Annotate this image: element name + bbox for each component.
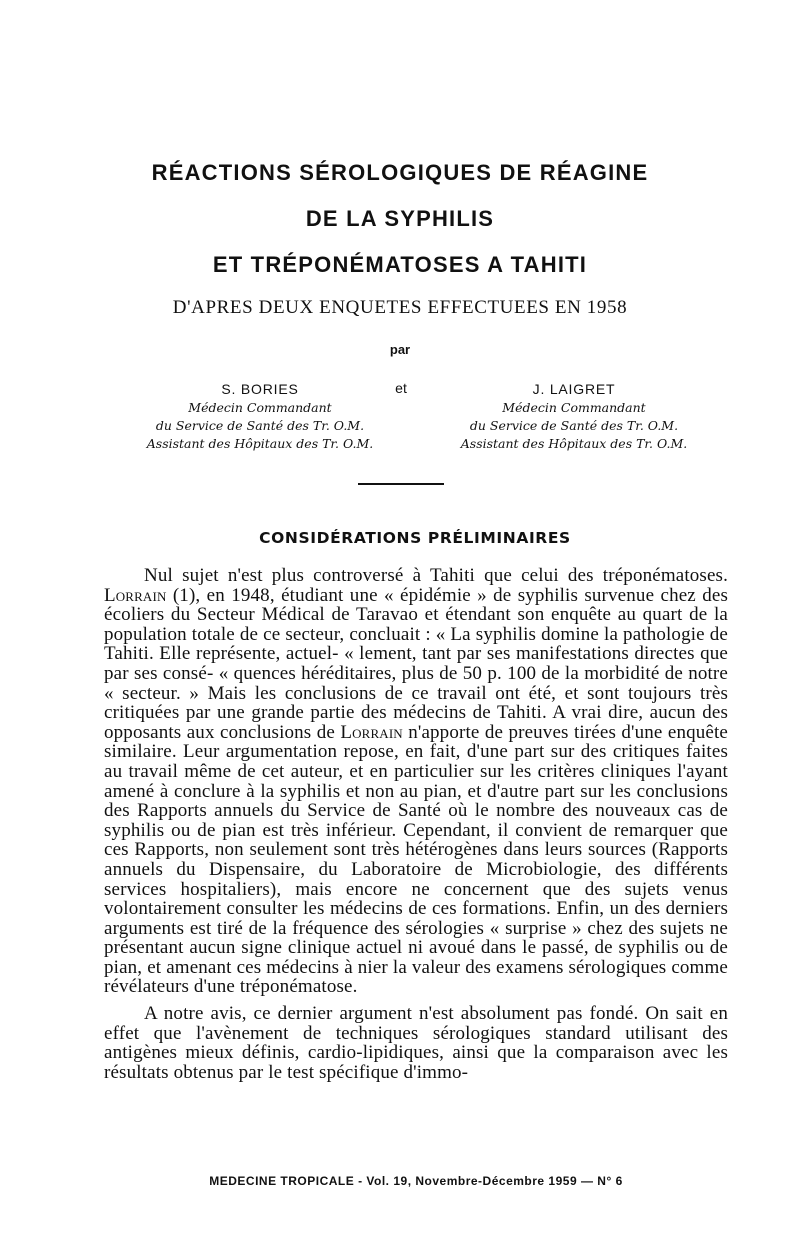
byline-conjunction: et: [395, 380, 407, 396]
journal-footer: MEDECINE TROPICALE - Vol. 19, Novembre-Décembre 1959 — N° 6: [209, 1174, 623, 1188]
article-title-line-3: ET TRÉPONÉMATOSES A TAHITI: [212, 252, 588, 277]
section-heading: CONSIDÉRATIONS PRÉLIMINAIRES: [259, 529, 571, 547]
separator-rule: [358, 483, 444, 485]
cited-author-lorrain: Lorrain: [340, 721, 403, 743]
author-name: S. BORIES: [221, 381, 299, 397]
author-block-laigret: [424, 380, 724, 453]
article-title-line-1: RÉACTIONS SÉROLOGIQUES DE RÉAGINE: [151, 160, 649, 185]
author-service: du Service de Santé des Tr. O.M.: [469, 418, 679, 433]
author-name: J. LAIGRET: [532, 381, 616, 397]
article-title-line-2: DE LA SYPHILIS: [305, 206, 495, 231]
author-hospital: Assistant des Hôpitaux des Tr. O.M.: [460, 436, 688, 451]
paragraph-1: [104, 566, 728, 997]
paragraph-1-text-a: Nul sujet n'est plus controversé à Tahiti que celui des tréponématoses.: [144, 565, 728, 586]
author-rank: Médecin Commandant: [502, 400, 646, 415]
author-hospital: Assistant des Hôpitaux des Tr. O.M.: [146, 436, 374, 451]
author-rank: Médecin Commandant: [188, 400, 332, 415]
paragraph-1-text-b: (1), en 1948, étudiant une « épidémie » de syphilis survenue chez des écoliers du Secteur Médical de Taravao et étendant son enquête au quart de la population totale de ce secteur, concluait : « La syphilis domine la pathologie de Tahiti. Elle représente, actuel- « lement, tant par ses manifestations directes que par ses consé- « quences héréditaires, plus de 50 p. 100 de la morbidité de notre « secteur. » Mais les conclusions de ce travail ont été, et sont toujours très critiquées par une grande partie des médecins de Tahiti. A vrai dire, aucun des opposants aux conclusions de: [104, 584, 728, 743]
paragraph-1-text-c: n'apporte de preuves tirées d'une enquête similaire. Leur argumentation repose, en fait, d'une part sur des critiques faites au travail même de cet auteur, et en particulier sur les critères cliniques l'ayant amené à conclure à la syphilis et non au pian, et d'autre part sur les conclusions des Rapports annuels du Service de Santé où le nombre des nouveaux cas de syphilis ou de pian est très inférieur. Cependant, il convient de remarquer que ces Rapports, non seulement sont très hétérogènes dans leurs sources (Rapports annuels du Dispensaire, du Laboratoire de Microbiologie, des différents services hospitaliers), mais encore ne concernent que des sujets venus volontairement consulter les médecins de ces formations. Enfin, un des derniers arguments est tiré de la fréquence des sérologies « surprise » chez des sujets ne présentant aucun signe clinique actuel ni avoué dans le passé, de syphilis ou de pian, et amenant ces médecins à nier la valeur des examens sérologiques comme révélateurs d'une tréponématose.: [104, 721, 728, 998]
author-service: du Service de Santé des Tr. O.M.: [155, 418, 365, 433]
cited-author-lorrain: Lorrain: [104, 584, 167, 606]
article-subtitle: D'APRES DEUX ENQUETES EFFECTUEES EN 1958: [172, 297, 628, 318]
byline-par: par: [389, 342, 411, 357]
paragraph-2: A notre avis, ce dernier argument n'est absolument pas fondé. On sait en effet que l'avènement de techniques sérologiques standard utilisant des antigènes mieux définis, cardio-lipidiques, ainsi que la comparaison avec les résultats obtenus par le test spécifique d'immo-: [104, 1003, 728, 1083]
body-text: [104, 566, 728, 1082]
author-block-bories: [110, 380, 410, 453]
